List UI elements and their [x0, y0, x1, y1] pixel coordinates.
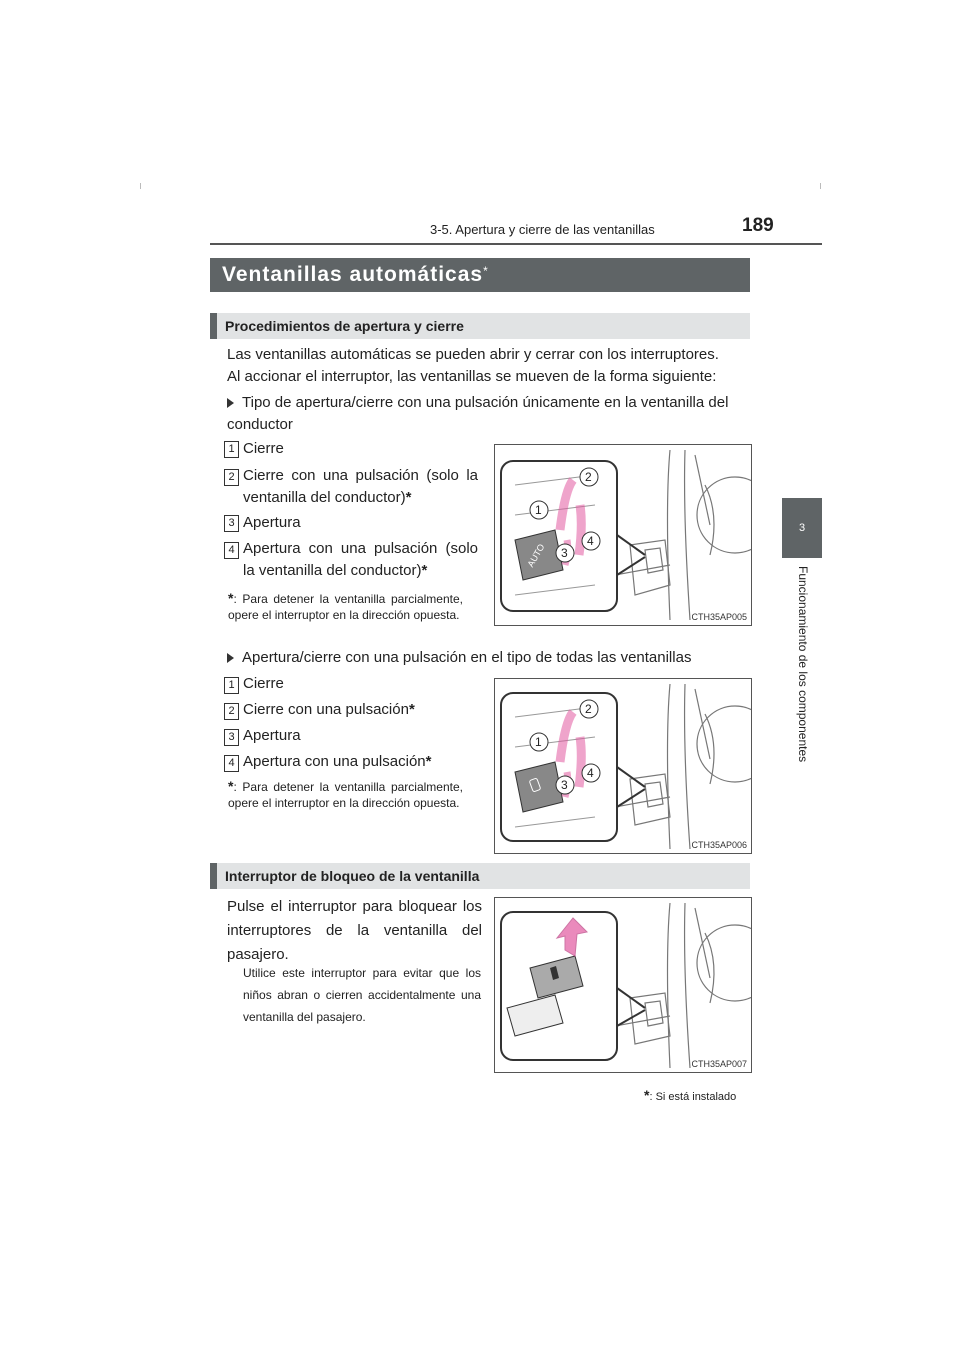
bullet-triangle-icon	[227, 653, 234, 663]
list-item: Apertura con una pulsación*	[243, 753, 432, 770]
svg-text:4: 4	[587, 766, 594, 780]
list-item: Apertura	[243, 514, 301, 531]
page-title	[210, 258, 750, 292]
svg-text:4: 4	[587, 534, 594, 548]
list-number: 3	[224, 515, 239, 532]
figure-code: CTH35AP006	[691, 840, 747, 850]
lock-description: Pulse el interruptor para bloquear los interruptores de la ventanilla del pasajero.	[227, 898, 482, 963]
crop-mark	[820, 183, 821, 189]
list-number: 4	[224, 755, 239, 772]
crop-mark	[140, 183, 141, 189]
chapter-tab: 3	[782, 498, 822, 558]
figure-lock-switch	[494, 897, 752, 1073]
lock-switch-illustration	[495, 898, 751, 1072]
bullet-driver-type: Tipo de apertura/cierre con una pulsación únicamente en la ventanilla del conductor	[227, 394, 729, 433]
list-number: 1	[224, 677, 239, 694]
list-item: Cierre	[243, 440, 284, 457]
figure-code: CTH35AP007	[691, 1059, 747, 1069]
switch-illustration	[495, 445, 751, 625]
section-heading-lock: Interruptor de bloqueo de la ventanilla	[210, 863, 750, 889]
figure-driver-switch	[494, 444, 752, 626]
bullet-all-windows-type: Apertura/cierre con una pulsación en el tipo de todas las ventanillas	[227, 647, 747, 669]
list-item: Cierre con una pulsación*	[243, 701, 415, 718]
running-header: 3-5. Apertura y cierre de las ventanillas	[430, 222, 655, 237]
list-item: Cierre	[243, 675, 284, 692]
note-b: *: Para detener la ventanilla parcialmente, opere el interruptor en la dirección opuesta.	[228, 778, 463, 810]
svg-text:1: 1	[535, 735, 542, 749]
switch-illustration	[495, 679, 751, 853]
list-item: Cierre con una pulsación (solo la ventanilla del conductor)*	[243, 467, 478, 506]
svg-text:3: 3	[561, 778, 568, 792]
svg-text:3: 3	[561, 546, 568, 560]
chapter-label: Funcionamiento de los componentes	[796, 566, 810, 763]
svg-text:1: 1	[535, 503, 542, 517]
footnote: *: Si está instalado	[644, 1087, 737, 1103]
figure-code: CTH35AP005	[691, 612, 747, 622]
bullet-triangle-icon	[227, 398, 234, 408]
list-number: 1	[224, 441, 239, 458]
note-a: *: Para detener la ventanilla parcialmente, opere el interruptor en la dirección opuesta.	[228, 590, 463, 622]
list-item: Apertura	[243, 727, 301, 744]
list-number: 2	[224, 469, 239, 486]
intro-line-2: Al accionar el interruptor, las ventanillas se mueven de la forma siguiente:	[227, 368, 717, 385]
header-rule	[210, 243, 822, 245]
svg-text:2: 2	[585, 702, 592, 716]
page-number: 189	[742, 215, 774, 236]
section-heading-procedures: Procedimientos de apertura y cierre	[210, 313, 750, 339]
list-number: 2	[224, 703, 239, 720]
auto-label: AUTO	[525, 542, 547, 569]
title-asterisk: *	[483, 264, 489, 278]
figure-all-windows-switch	[494, 678, 752, 854]
lock-note: Utilice este interruptor para evitar que los niños abran o cierren accidentalmente una ventanilla del pasajero.	[243, 966, 481, 1024]
list-item: Apertura con una pulsación (solo la ventanilla del conductor)*	[243, 540, 478, 579]
intro-line-1: Las ventanillas automáticas se pueden abrir y cerrar con los interruptores.	[227, 346, 719, 363]
list-number: 4	[224, 542, 239, 559]
title-text: Ventanillas automáticas	[222, 263, 484, 286]
list-number: 3	[224, 729, 239, 746]
svg-text:2: 2	[585, 470, 592, 484]
